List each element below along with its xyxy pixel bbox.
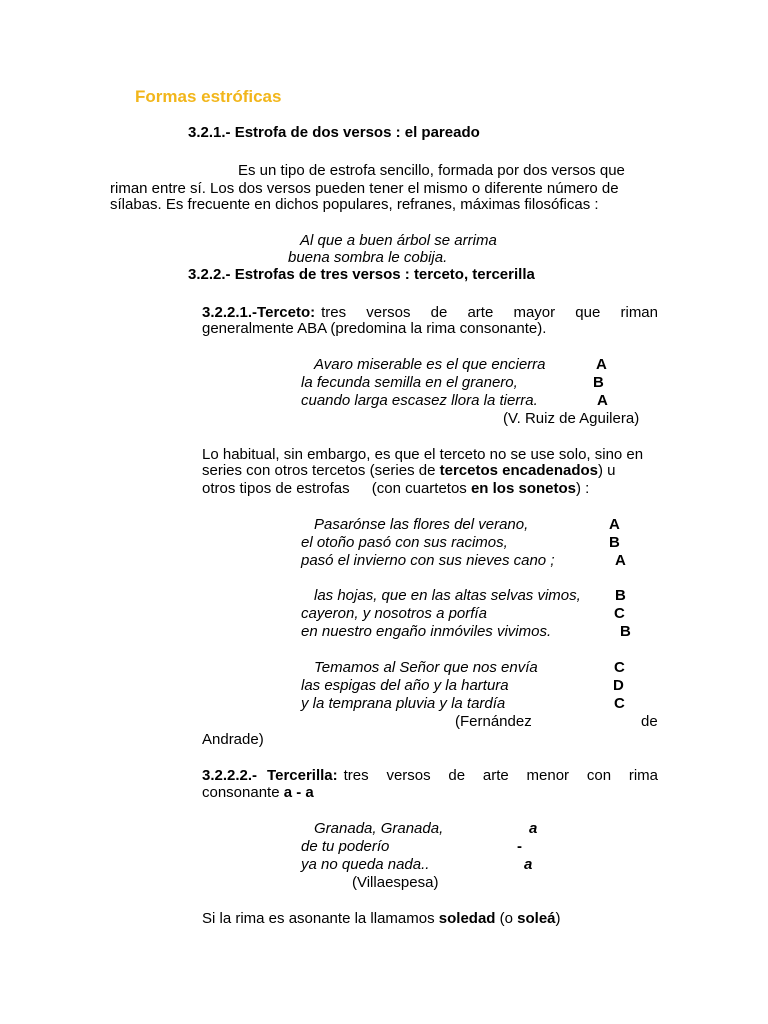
definition-text [202, 784, 314, 802]
poem-line: de tu poderío [301, 838, 390, 855]
rhyme-letter: D [613, 677, 624, 694]
poem-line: Granada, Granada, [314, 820, 444, 837]
definition-tercerilla [202, 767, 658, 785]
paragraph-line [202, 480, 589, 498]
text-span: (con cuartetos [371, 480, 467, 497]
poem-line: en nuestro engaño inmóviles vivimos. [301, 623, 552, 640]
poem-author: (V. Ruiz de Aguilera) [503, 410, 640, 427]
poem-line: Pasarónse las flores del verano, [314, 516, 529, 533]
rhyme-letter: A [609, 516, 620, 533]
poem-author: de [641, 713, 658, 730]
rhyme-letter: B [593, 374, 604, 391]
poem-line: las hojas, que en las altas selvas vimos, [314, 587, 581, 604]
definition-text: generalmente ABA (predomina la rima consonante). [202, 320, 547, 337]
paragraph-line: Es un tipo de estrofa sencillo, formada por dos versos que [238, 162, 625, 179]
rhyme-letter: C [614, 659, 625, 676]
poem-line: las espigas del año y la hartura [301, 677, 509, 694]
emphasis: a - a [283, 784, 314, 801]
subsection-label: 3.2.2.2.- [202, 767, 258, 784]
section-heading-3-2-1: 3.2.1.- Estrofa de dos versos : el pareado [188, 124, 480, 141]
rhyme-letter: A [597, 392, 608, 409]
poem-author: Andrade) [202, 731, 264, 748]
poem-line: el otoño pasó con sus racimos, [301, 534, 508, 551]
text-span: otros tipos de estrofas [202, 480, 350, 497]
subsection-label: 3.2.2.1.- [202, 304, 258, 321]
poem-line: cuando larga escasez llora la tierra. [301, 392, 538, 409]
paragraph-line: riman entre sí. Los dos versos pueden tener el mismo o diferente número de [110, 180, 619, 197]
rhyme-letter: A [596, 356, 607, 373]
definition-text: tres versos de arte mayor que riman [321, 304, 658, 321]
paragraph-line [202, 462, 616, 480]
rhyme-letter: B [615, 587, 626, 604]
rhyme-letter: C [614, 605, 625, 622]
section-heading-3-2-2: 3.2.2.- Estrofas de tres versos : terceto, tercerilla [188, 266, 535, 283]
text-span: ) u [598, 462, 616, 479]
rhyme-letter: C [614, 695, 625, 712]
emphasis: tercetos encadenados [439, 462, 599, 479]
paragraph-line: Lo habitual, sin embargo, es que el terceto no se use solo, sino en [202, 446, 644, 463]
poem-author: (Fernández [455, 713, 532, 730]
page-title: Formas estróficas [135, 87, 282, 106]
rhyme-letter: B [609, 534, 620, 551]
poem-author: (Villaespesa) [352, 874, 439, 891]
emphasis: soledad [438, 910, 496, 927]
paragraph-line [202, 910, 561, 928]
poem-line: la fecunda semilla en el granero, [301, 374, 518, 391]
poem-line: cayeron, y nosotros a porfía [301, 605, 487, 622]
paragraph-line: sílabas. Es frecuente en dichos populares, refranes, máximas filosóficas : [110, 196, 599, 213]
term-terceto: Terceto: [257, 304, 316, 321]
text-span: consonante [202, 784, 280, 801]
poem-line: pasó el invierno con sus nieves cano ; [301, 552, 555, 569]
text-span: Si la rima es asonante la llamamos [202, 910, 435, 927]
rhyme-letter: B [620, 623, 631, 640]
definition-text: tres versos de arte menor con rima [343, 767, 658, 784]
emphasis: en los sonetos [470, 480, 576, 497]
rhyme-letter: A [615, 552, 626, 569]
rhyme-letter: a [524, 856, 533, 873]
poem-line: y la temprana pluvia y la tardía [301, 695, 506, 712]
rhyme-letter: a [529, 820, 538, 837]
rhyme-letter: - [517, 838, 522, 855]
verse-line: Al que a buen árbol se arrima [300, 232, 497, 249]
poem-line: Avaro miserable es el que encierra [314, 356, 546, 373]
poem-line: Temamos al Señor que nos envía [314, 659, 538, 676]
text-span: series con otros tercetos (series de [202, 462, 436, 479]
term-tercerilla: Tercerilla: [267, 767, 338, 784]
poem-line: ya no queda nada.. [301, 856, 430, 873]
emphasis: soleá [517, 910, 556, 927]
text-span: ) : [576, 480, 590, 497]
text-span: ) [555, 910, 561, 927]
verse-line: buena sombra le cobija. [288, 249, 448, 266]
text-span: (o [499, 910, 513, 927]
